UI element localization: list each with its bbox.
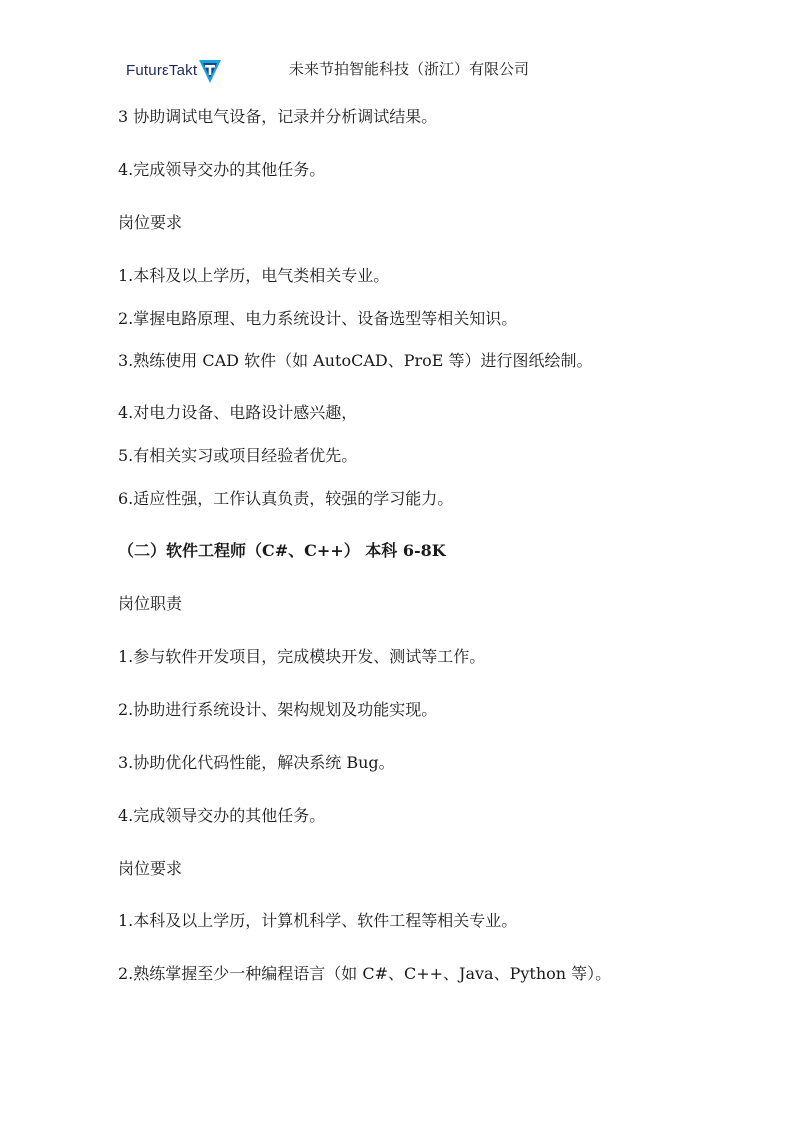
duty-item-2: 2.协助进行系统设计、架构规划及功能实现。 (118, 700, 438, 719)
requirement-item-6: 6.适应性强，工作认真负责，较强的学习能力。 (118, 489, 454, 508)
requirement-item-2b: 2.熟练掌握至少一种编程语言（如 C#、C++、Java、Python 等）。 (118, 964, 612, 983)
duty-item-4b: 4.完成领导交办的其他任务。 (118, 806, 326, 825)
section-heading-requirements-2: 岗位要求 (118, 859, 183, 878)
section-heading-requirements: 岗位要求 (118, 213, 183, 232)
duty-item-3: 3 协助调试电气设备，记录并分析调试结果。 (118, 107, 438, 126)
page-header (0, 0, 799, 90)
job-title-software-engineer: （二）软件工程师（C#、C++） 本科 6-8K (118, 541, 446, 560)
section-heading-duties: 岗位职责 (118, 594, 183, 613)
logo-mark-icon (198, 58, 222, 84)
duty-item-1: 1.参与软件开发项目，完成模块开发、测试等工作。 (118, 647, 486, 666)
duty-item-4: 4.完成领导交办的其他任务。 (118, 160, 326, 179)
logo-text: FuturεTakt (126, 62, 198, 79)
requirement-item-1b: 1.本科及以上学历，计算机科学、软件工程等相关专业。 (118, 911, 518, 930)
company-name: 未来节拍智能科技（浙江）有限公司 (289, 60, 530, 78)
requirement-item-5: 5.有相关实习或项目经验者优先。 (118, 446, 358, 465)
requirement-item-4: 4.对电力设备、电路设计感兴趣， (118, 403, 358, 422)
company-logo (126, 58, 222, 84)
requirement-item-2: 2.掌握电路原理、电力系统设计、设备选型等相关知识。 (118, 309, 518, 328)
duty-item-3b: 3.协助优化代码性能，解决系统 Bug。 (118, 753, 395, 772)
requirement-item-1: 1.本科及以上学历，电气类相关专业。 (118, 266, 390, 285)
requirement-item-3: 3.熟练使用 CAD 软件（如 AutoCAD、ProE 等）进行图纸绘制。 (118, 351, 593, 370)
